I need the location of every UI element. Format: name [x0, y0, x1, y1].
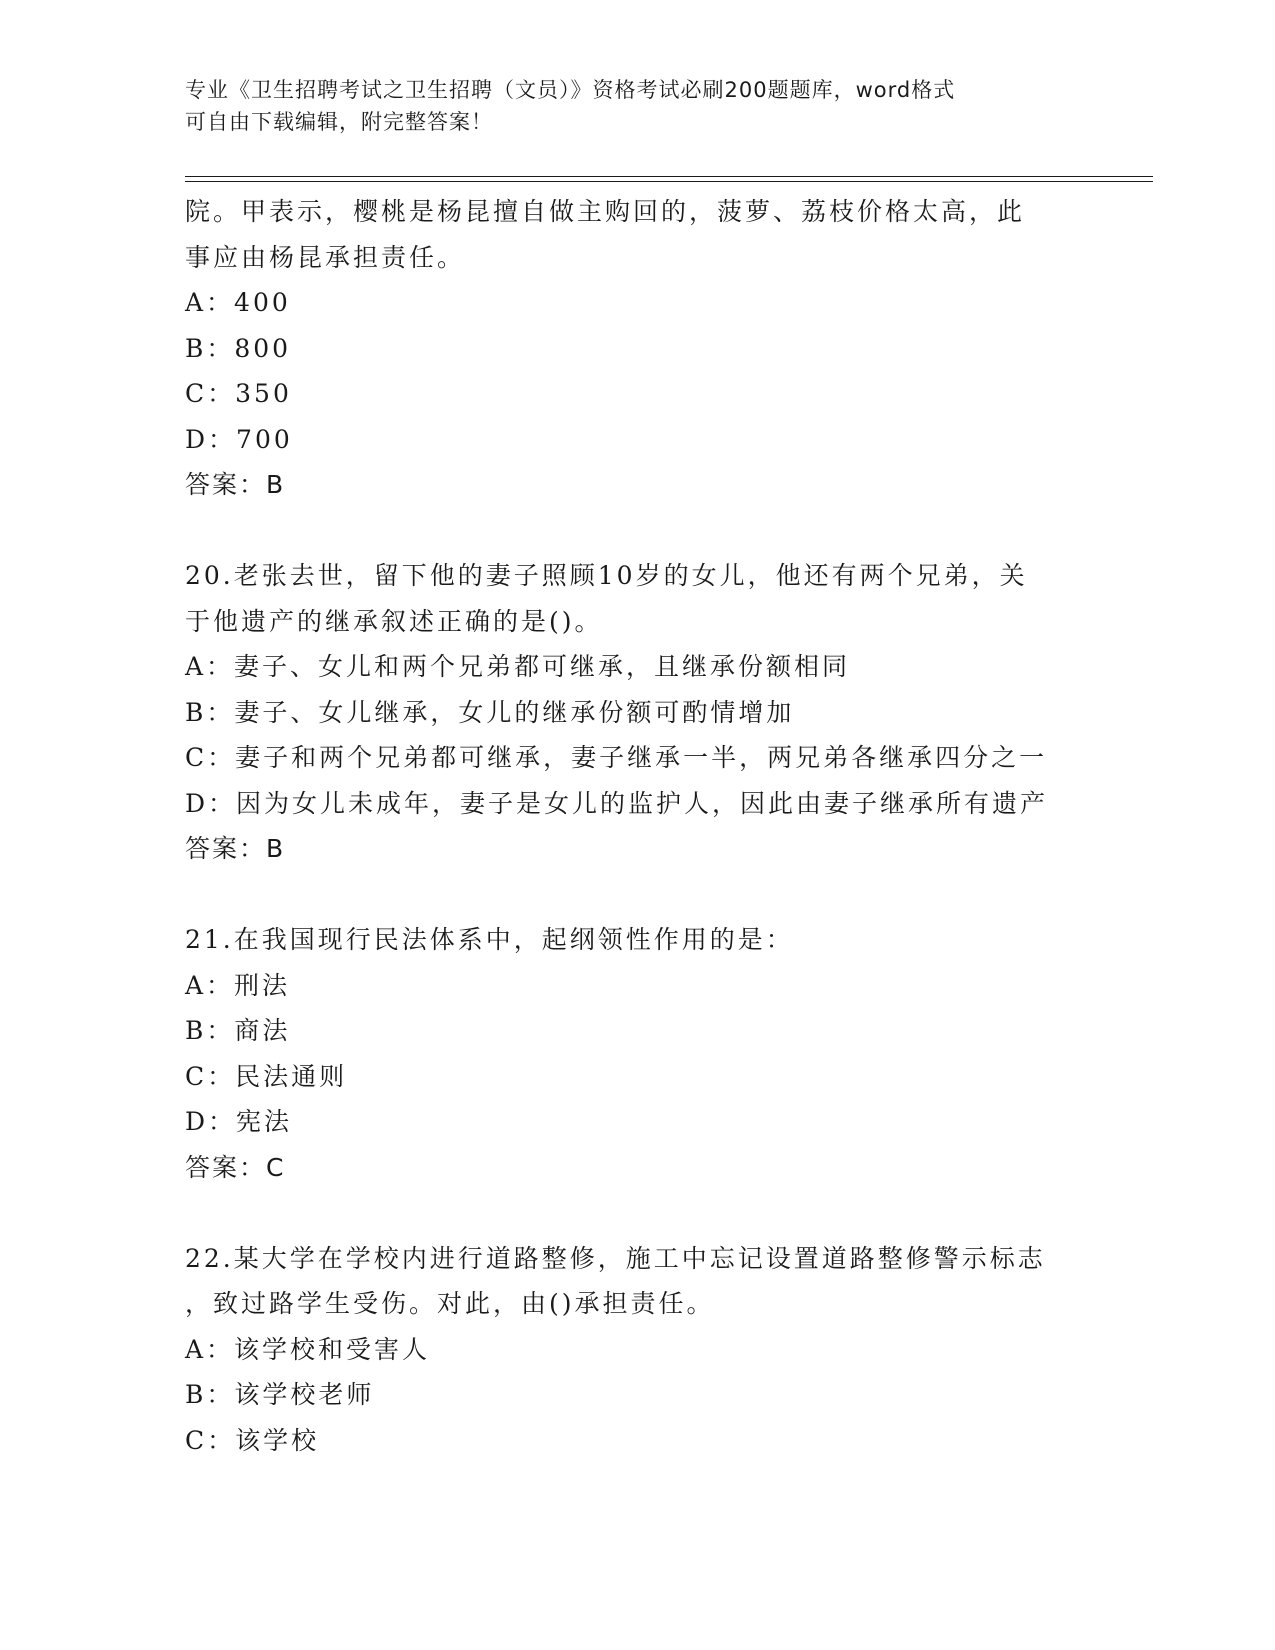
question-21 — [185, 917, 1085, 1190]
option-b: B：商法 — [185, 1016, 291, 1045]
header-divider-bottom — [185, 181, 1153, 182]
question-19-continued — [185, 189, 1085, 508]
question-content — [185, 189, 1085, 1463]
option-a: A：400 — [185, 288, 291, 317]
option-d: D：700 — [185, 424, 293, 454]
option-b: B：该学校老师 — [185, 1380, 375, 1409]
option-b: B：妻子、女儿继承，女儿的继承份额可酌情增加 — [185, 697, 795, 727]
header-title-line-1: 专业《卫生招聘考试之卫生招聘（文员）》资格考试必刷200题题库，word格式 — [185, 78, 956, 102]
option-d: D：因为女儿未成年，妻子是女儿的监护人，因此由妻子继承所有遗产 — [185, 788, 1049, 818]
option-c: C：该学校 — [185, 1425, 320, 1455]
option-a: A：妻子、女儿和两个兄弟都可继承，且继承份额相同 — [185, 652, 851, 681]
header-title-line-2: 可自由下载编辑，附完整答案！ — [185, 110, 493, 134]
answer-line: 答案：B — [185, 834, 286, 863]
option-c: C：民法通则 — [185, 1061, 348, 1091]
option-b: B：800 — [185, 333, 292, 363]
option-d: D：宪法 — [185, 1107, 293, 1136]
spacer — [185, 508, 1085, 554]
question-stem-line: 21.在我国现行民法体系中，起纲领性作用的是： — [185, 925, 794, 954]
spacer — [185, 872, 1085, 918]
option-a: A：该学校和受害人 — [185, 1334, 431, 1364]
question-22 — [185, 1236, 1085, 1464]
spacer — [185, 1190, 1085, 1236]
question-20 — [185, 553, 1085, 872]
option-c: C：350 — [185, 379, 292, 408]
question-stem-line: 事应由杨昆承担责任。 — [185, 242, 466, 272]
answer-line: 答案：B — [185, 470, 286, 499]
option-c: C：妻子和两个兄弟都可继承，妻子继承一半，两兄弟各继承四分之一 — [185, 743, 1048, 772]
page-header — [185, 74, 1065, 138]
header-divider-top — [185, 176, 1153, 177]
question-stem-line: ，致过路学生受伤。对此，由()承担责任。 — [185, 1289, 715, 1318]
question-stem-line: 22.某大学在学校内进行道路整修，施工中忘记设置道路整修警示标志 — [185, 1243, 1046, 1273]
answer-line: 答案：C — [185, 1152, 286, 1182]
question-stem-line: 院。甲表示，樱桃是杨昆擅自做主购回的，菠萝、荔枝价格太高，此 — [185, 197, 1026, 226]
option-a: A：刑法 — [185, 970, 291, 1000]
question-stem-line: 于他遗产的继承叙述正确的是()。 — [185, 606, 603, 636]
question-stem-line: 20.老张去世，留下他的妻子照顾10岁的女儿，他还有两个兄弟，关 — [185, 561, 1028, 590]
